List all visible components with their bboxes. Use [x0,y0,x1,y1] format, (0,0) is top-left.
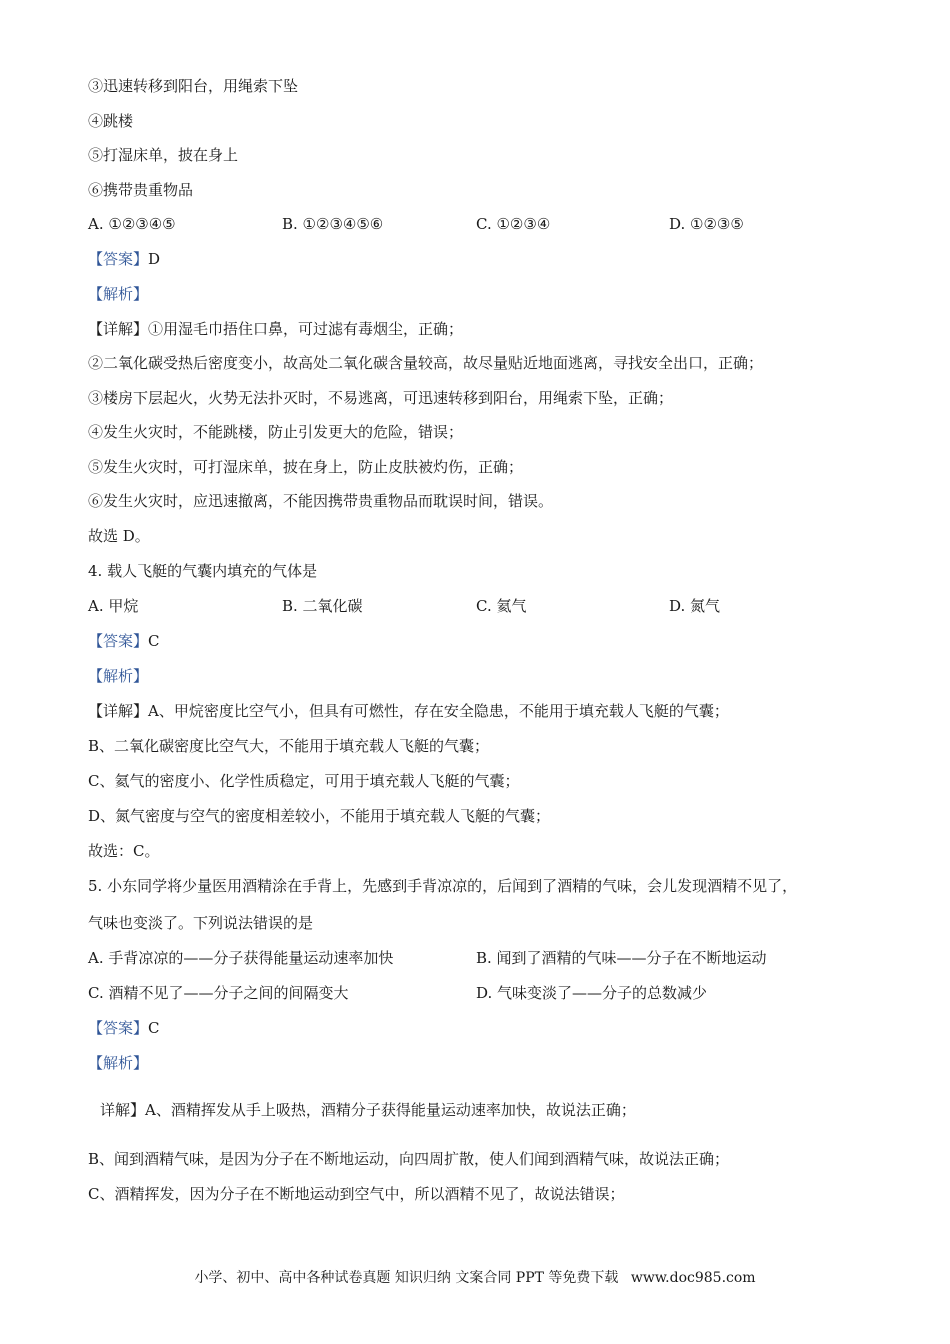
q3-option-a: A. ①②③④⑤ [88,215,176,233]
q4-conclusion: 故选：C。 [88,842,160,860]
q5-detail-3: C、酒精挥发，因为分子在不断地运动到空气中，所以酒精不见了，故说法错误； [88,1185,625,1203]
answer-value: C [148,1019,160,1037]
q3-option-d: D. ①②③⑤ [669,215,744,233]
q3-detail-6: ⑥发生火灾时，应迅速撤离，不能因携带贵重物品而耽误时间，错误。 [88,492,554,510]
q3-detail-4: ④发生火灾时，不能跳楼，防止引发更大的危险，错误； [88,423,464,441]
detail-tag: 【详解】 [88,320,149,338]
q4-option-a: A. 甲烷 [88,597,139,615]
q5-detail-1: 详解】A、酒精挥发从手上吸热，酒精分子获得能量运动速率加快，故说法正确； [100,1101,636,1119]
q4-option-b: B. 二氧化碳 [282,597,363,615]
page-footer [0,1268,950,1288]
q3-detail-3: ③楼房下层起火，火势无法扑灭时，不易逃离，可迅速转移到阳台，用绳索下坠，正确； [88,389,674,407]
detail-tag: 【详解】 [88,702,149,720]
q5-stem-line1: 5. 小东同学将少量医用酒精涂在手背上，先感到手背凉凉的，后闻到了酒精的气味，会儿发现酒精不见了， [88,877,798,895]
q4-answer [88,631,160,651]
q4-detail-1: 【详解】A、甲烷密度比空气小，但具有可燃性，存在安全隐患，不能用于填充载人飞艇的气囊； [88,702,729,720]
q3-item-3: ③迅速转移到阳台，用绳索下坠 [88,77,299,95]
q4-option-d: D. 氮气 [669,597,721,615]
q3-detail-5: ⑤发生火灾时，可打湿床单，披在身上，防止皮肤被灼伤，正确； [88,458,524,476]
answer-value: D [148,250,161,268]
q3-option-c: C. ①②③④ [476,215,551,233]
q5-option-b: B. 闻到了酒精的气味——分子在不断地运动 [476,949,767,967]
q3-option-b: B. ①②③④⑤⑥ [282,215,384,233]
q4-option-c: C. 氦气 [476,597,527,615]
q4-analysis-tag: 【解析】 [88,667,149,685]
footer-url[interactable]: www.doc985.com [630,1270,756,1286]
answer-tag: 【答案】 [88,1019,149,1037]
q3-item-5: ⑤打湿床单，披在身上 [88,146,239,164]
q5-stem-line2: 气味也变淡了。下列说法错误的是 [88,914,314,932]
q3-analysis-tag: 【解析】 [88,285,149,303]
q5-option-c: C. 酒精不见了——分子之间的间隔变大 [88,984,349,1002]
q4-detail-2: B、二氧化碳密度比空气大，不能用于填充载人飞艇的气囊； [88,737,490,755]
q3-answer [88,249,160,269]
q5-option-d: D. 气味变淡了——分子的总数减少 [476,984,708,1002]
answer-tag: 【答案】 [88,250,149,268]
q3-detail-1: 【详解】①用湿毛巾捂住口鼻，可过滤有毒烟尘，正确； [88,320,464,338]
q5-analysis-tag: 【解析】 [88,1054,149,1072]
q3-item-4: ④跳楼 [88,112,134,130]
q5-detail-2: B、闻到酒精气味，是因为分子在不断地运动，向四周扩散，使人们闻到酒精气味，故说法正确； [88,1150,730,1168]
q3-item-6: ⑥携带贵重物品 [88,181,194,199]
q4-stem: 4. 载人飞艇的气囊内填充的气体是 [88,562,318,580]
q4-detail-4: D、氮气密度与空气的密度相差较小，不能用于填充载人飞艇的气囊； [88,807,551,825]
answer-tag: 【答案】 [88,632,149,650]
q4-detail-3: C、氦气的密度小、化学性质稳定，可用于填充载人飞艇的气囊； [88,772,520,790]
answer-value: C [148,632,160,650]
q3-detail-2: ②二氧化碳受热后密度变小，故高处二氧化碳含量较高，故尽量贴近地面逃离，寻找安全出口，正确； [88,354,764,372]
q5-option-a: A. 手背凉凉的——分子获得能量运动速率加快 [88,949,394,967]
q5-answer [88,1018,160,1038]
q3-conclusion: 故选 D。 [88,527,150,545]
footer-text: 小学、初中、高中各种试卷真题 知识归纳 文案合同 PPT 等免费下载 [194,1270,619,1286]
